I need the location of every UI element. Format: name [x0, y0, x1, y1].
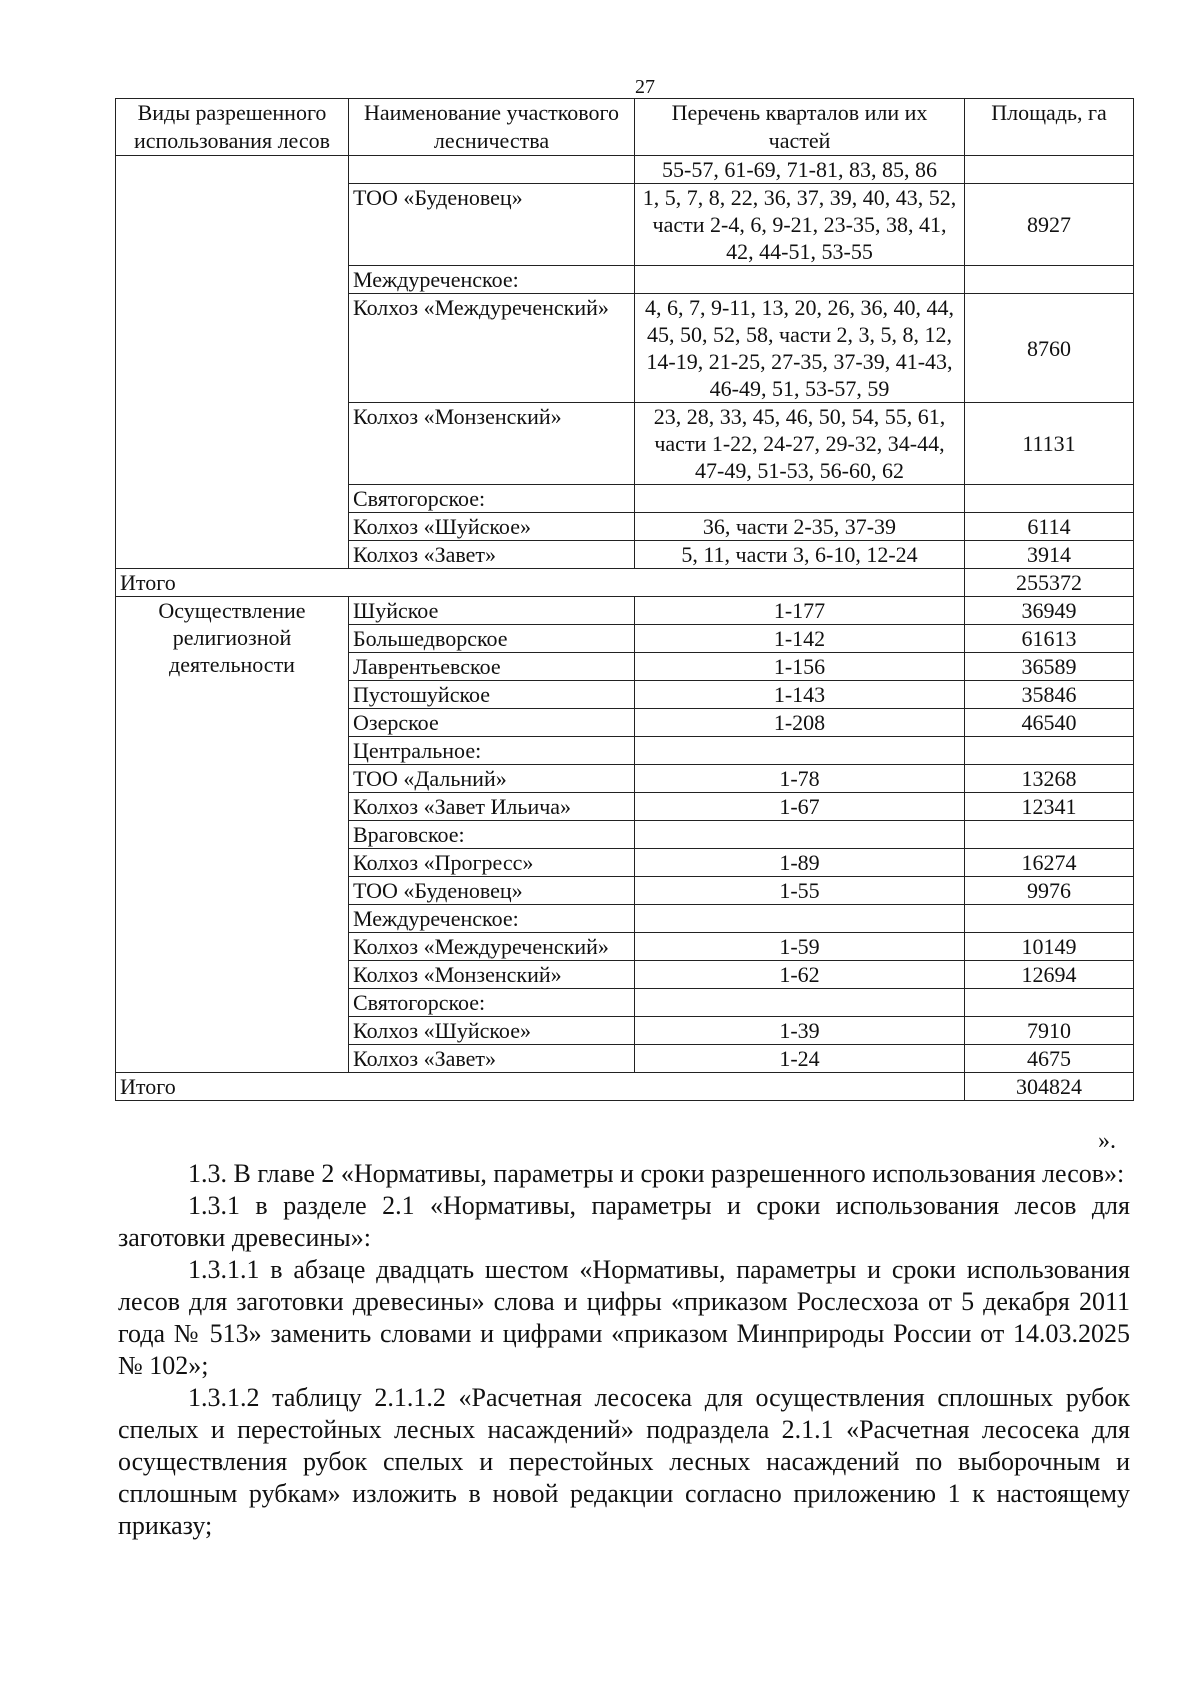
quarters-cell: 1-62: [635, 961, 965, 989]
area-cell: 8927: [965, 184, 1134, 266]
area-cell: 35846: [965, 681, 1134, 709]
quarters-cell: [635, 821, 965, 849]
header-use-type: Виды разрешенного использования лесов: [116, 99, 349, 156]
area-cell: 36589: [965, 653, 1134, 681]
page-number: 27: [635, 76, 655, 98]
quarters-cell: 1-78: [635, 765, 965, 793]
area-cell: [965, 156, 1134, 184]
forestry-cell: ТОО «Буденовец»: [349, 184, 635, 266]
total-label: Итого: [116, 569, 965, 597]
quarters-cell: [635, 905, 965, 933]
forestry-cell: Колхоз «Монзенский»: [349, 403, 635, 485]
table-header-row: [116, 99, 1134, 156]
forestry-cell: Святогорское:: [349, 989, 635, 1017]
paragraph: 1.3.1.1 в абзаце двадцать шестом «Нормативы, параметры и сроки использования лесов для заготовки древесины» слова и цифры «приказом Рослесхоза от 5 декабря 2011 года № 513» заменить словами и цифрами «приказом Минприроды России от 14.03.2025 № 102»;: [118, 1255, 1130, 1380]
forest-use-table: [115, 98, 1134, 1101]
table-total-row: [116, 1073, 1134, 1101]
quarters-cell: 1-156: [635, 653, 965, 681]
quarters-cell: 1-55: [635, 877, 965, 905]
forestry-cell: Междуреченское:: [349, 266, 635, 294]
forestry-cell: [349, 156, 635, 184]
area-cell: 46540: [965, 709, 1134, 737]
table-row: [116, 597, 1134, 625]
use-type-cell: Осуществление религиозной деятельности: [116, 597, 349, 1073]
forestry-cell: Шуйское: [349, 597, 635, 625]
quarters-cell: 1-39: [635, 1017, 965, 1045]
area-cell: [965, 737, 1134, 765]
area-cell: 12694: [965, 961, 1134, 989]
use-type-cell-continued: [116, 156, 349, 569]
area-cell: 16274: [965, 849, 1134, 877]
amendment-text: [118, 1158, 1130, 1542]
header-quarters: Перечень кварталов или их частей: [635, 99, 965, 156]
quarters-cell: 23, 28, 33, 45, 46, 50, 54, 55, 61, части 1-22, 24-27, 29-32, 34-44, 47-49, 51-53, 56-60, 62: [635, 403, 965, 485]
quarters-cell: 1-59: [635, 933, 965, 961]
total-value: 255372: [965, 569, 1134, 597]
area-cell: 36949: [965, 597, 1134, 625]
quarters-cell: [635, 989, 965, 1017]
area-cell: 12341: [965, 793, 1134, 821]
forestry-cell: Колхоз «Шуйское»: [349, 1017, 635, 1045]
area-cell: 7910: [965, 1017, 1134, 1045]
area-cell: [965, 485, 1134, 513]
area-cell: 8760: [965, 294, 1134, 403]
forestry-cell: Большедворское: [349, 625, 635, 653]
quarters-cell: 1-24: [635, 1045, 965, 1073]
quarters-cell: [635, 485, 965, 513]
area-cell: [965, 989, 1134, 1017]
forestry-cell: Враговское:: [349, 821, 635, 849]
forestry-cell: Колхоз «Завет»: [349, 1045, 635, 1073]
forestry-cell: Колхоз «Завет Ильича»: [349, 793, 635, 821]
quarters-cell: [635, 737, 965, 765]
quarters-cell: [635, 266, 965, 294]
header-area: Площадь, га: [965, 99, 1134, 156]
forestry-cell: Центральное:: [349, 737, 635, 765]
forestry-cell: Колхоз «Междуреченский»: [349, 294, 635, 403]
quarters-cell: 1-67: [635, 793, 965, 821]
paragraph: 1.3. В главе 2 «Нормативы, параметры и сроки разрешенного использования лесов»:: [188, 1159, 1125, 1188]
forestry-cell: Междуреченское:: [349, 905, 635, 933]
forestry-cell: ТОО «Буденовец»: [349, 877, 635, 905]
forestry-cell: Колхоз «Завет»: [349, 541, 635, 569]
forestry-cell: ТОО «Дальний»: [349, 765, 635, 793]
quarters-cell: 4, 6, 7, 9-11, 13, 20, 26, 36, 40, 44, 45, 50, 52, 58, части 2, 3, 5, 8, 12, 14-19, 21-25, 27-35, 37-39, 41-43, 46-49, 51, 53-57, 59: [635, 294, 965, 403]
area-cell: [965, 821, 1134, 849]
forestry-cell: Колхоз «Междуреченский»: [349, 933, 635, 961]
table-row: [116, 156, 1134, 184]
forestry-cell: Пустошуйское: [349, 681, 635, 709]
quarters-cell: 1-143: [635, 681, 965, 709]
forestry-cell: Озерское: [349, 709, 635, 737]
paragraph: 1.3.1 в разделе 2.1 «Нормативы, параметры и сроки использования лесов для заготовки древесины»:: [118, 1191, 1130, 1252]
quarters-cell: 55-57, 61-69, 71-81, 83, 85, 86: [635, 156, 965, 184]
area-cell: 9976: [965, 877, 1134, 905]
quarters-cell: 1-89: [635, 849, 965, 877]
quarters-cell: 1-177: [635, 597, 965, 625]
total-value: 304824: [965, 1073, 1134, 1101]
area-cell: 61613: [965, 625, 1134, 653]
forestry-cell: Колхоз «Монзенский»: [349, 961, 635, 989]
area-cell: 10149: [965, 933, 1134, 961]
total-label: Итого: [116, 1073, 965, 1101]
area-cell: 6114: [965, 513, 1134, 541]
table-total-row: [116, 569, 1134, 597]
area-cell: [965, 905, 1134, 933]
area-cell: 4675: [965, 1045, 1134, 1073]
forestry-cell: Колхоз «Шуйское»: [349, 513, 635, 541]
quarters-cell: 5, 11, части 3, 6-10, 12-24: [635, 541, 965, 569]
quote-closing: ».: [1098, 1128, 1116, 1154]
quarters-cell: 1, 5, 7, 8, 22, 36, 37, 39, 40, 43, 52, части 2-4, 6, 9-21, 23-35, 38, 41, 42, 44-51, 53-55: [635, 184, 965, 266]
header-forestry: Наименование участкового лесничества: [349, 99, 635, 156]
area-cell: [965, 266, 1134, 294]
forestry-cell: Лаврентьевское: [349, 653, 635, 681]
quarters-cell: 1-142: [635, 625, 965, 653]
quarters-cell: 1-208: [635, 709, 965, 737]
area-cell: 11131: [965, 403, 1134, 485]
area-cell: 3914: [965, 541, 1134, 569]
quarters-cell: 36, части 2-35, 37-39: [635, 513, 965, 541]
forestry-cell: Святогорское:: [349, 485, 635, 513]
area-cell: 13268: [965, 765, 1134, 793]
paragraph: 1.3.1.2 таблицу 2.1.1.2 «Расчетная лесосека для осуществления сплошных рубок спелых и перестойных лесных насаждений» подраздела 2.1.1 «Расчетная лесосека для осуществления рубок спелых и перестойных лесных насаждений по выборочным и сплошным рубкам» изложить в новой редакции согласно приложению 1 к настоящему приказу;: [118, 1383, 1130, 1540]
forestry-cell: Колхоз «Прогресс»: [349, 849, 635, 877]
